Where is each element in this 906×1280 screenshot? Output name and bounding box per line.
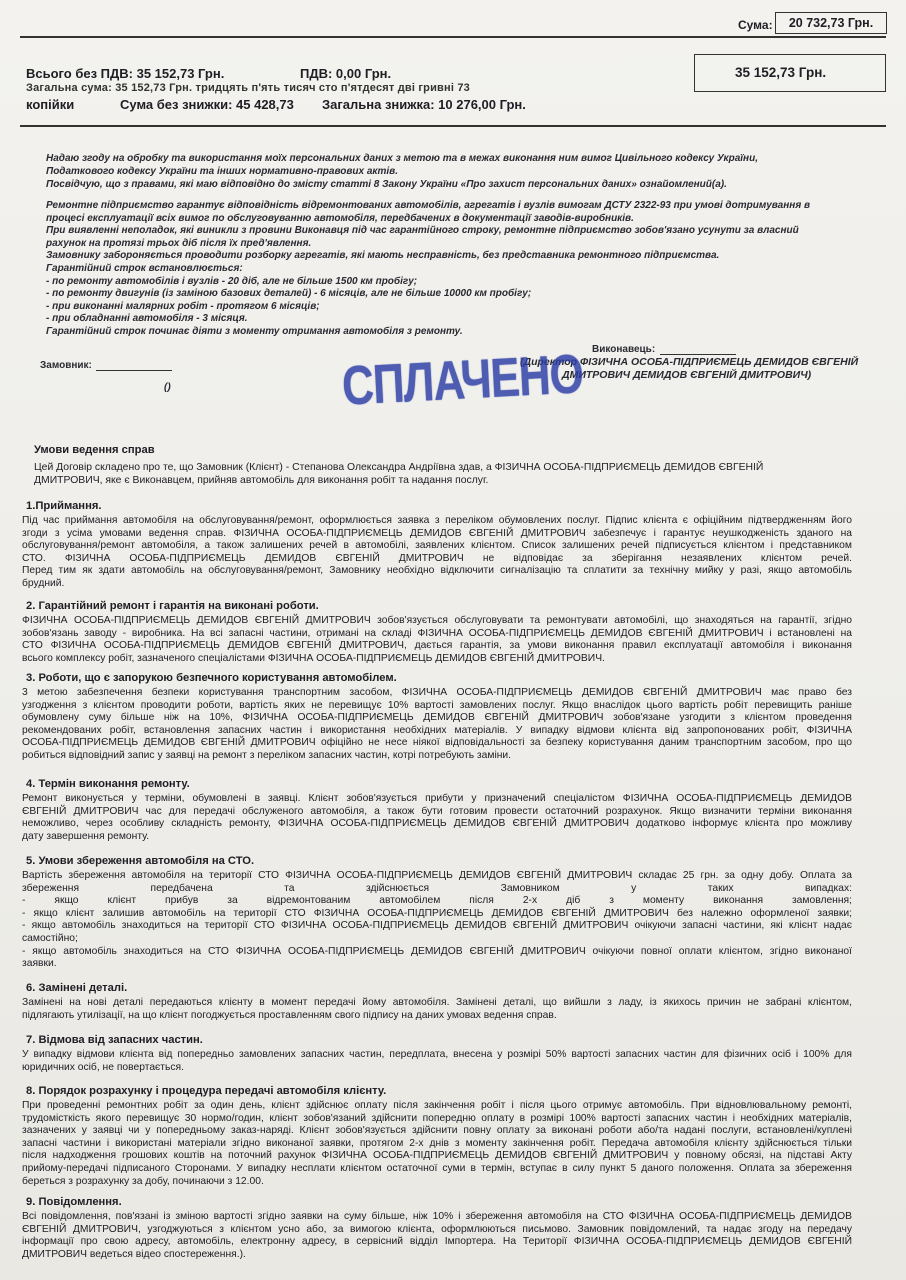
total-words-overprinted: Загальна сума: 35 152,73 Грн. тридцять п'ять тисяч сто п'ятдесят дві гривні 73: [26, 82, 470, 94]
section-text-line: - якщо клієнт прибув за відремонтованим автомобілем після 2-х діб з моменту виконання замовлення;: [22, 895, 852, 907]
executor-name-line2: ДМИТРОВИЧ ДЕМИДОВ ЄВГЕНІЙ ДМИТРОВИЧ): [562, 369, 812, 381]
section-text-line: ДМИТРОВИЧ ведеться відео спостереження.).: [22, 1248, 246, 1260]
section-heading: 4. Термін виконання ремонту.: [26, 778, 190, 790]
terms-intro-line: ДМИТРОВИЧ, яке є Виконавцем, прийняв автомобіль для виконання робіт та надання послуг.: [34, 474, 489, 486]
warranty-line: рахунок на протязі трьох діб після їх пред'явлення.: [46, 237, 312, 249]
section-text-line: обслуговування/ремонт автомобіля, а також залишених речей в автомобілі, заявлених клієнтом. Список залишених речей підписується клієнтом і представником: [22, 540, 852, 552]
total-discount: Загальна знижка: 10 276,00 Грн.: [322, 97, 526, 112]
section-text-line: СТО. ФІЗИЧНА ОСОБА-ПІДПРИЄМЕЦЬ ДЕМИДОВ ЄВГЕНІЙ ДМИТРОВИЧ не відповідає за зберігання незаявлених клієнтом речей.: [22, 552, 852, 564]
warranty-line: Гарантійний строк встановлюється:: [46, 263, 243, 274]
section-text-line: СТО ФІЗИЧНА ОСОБА-ПІДПРИЄМЕЦЬ ДЕМИДОВ ЄВГЕНІЙ ДМИТРОВИЧ, дається гарантія, за умови виконання правил експлуатації автомобіля і виконання: [22, 640, 852, 652]
section-heading: 7. Відмова від запасних частин.: [26, 1034, 203, 1046]
section-text-line: Ремонт виконується у терміни, обумовлені в заявці. Клієнт зобов'язується прибути у призначений спеціалістом ФІЗИЧНА ОСОБА-ПІДПРИЄМЕЦЬ ДЕМИДОВ: [22, 793, 852, 804]
warranty-line: Гарантійний строк починає діяти з моменту отримання автомобіля з ремонту.: [46, 326, 463, 337]
consent-line: Надаю згоду на обробку та використання моїх персональних даних з метою та в межах виконання ним вимог Цивільного кодексу України,: [46, 153, 758, 164]
section-text-line: підлягають утилізації, на що клієнт погоджується проставленням свого підпису на даних умовах ведення справ.: [22, 1009, 557, 1021]
section-text-line: ЄВГЕНІЙ ДМИТРОВИЧ, узгоджуються з клієнтом усно або, за вимогою клієнта, оформлюються письмово. Замовник повідомлений, та надає згоду на передачу: [22, 1223, 852, 1235]
section-text-line: прийому-передачі підписаного Сторонами. У випадку несплати клієнтом остаточної суми в термін, вступає в силу пункт 5 даного положення. Оплата за збереження: [22, 1163, 852, 1174]
section-heading: 6. Замінені деталі.: [26, 982, 128, 994]
top-rule: [20, 36, 886, 38]
section-text-line: - якщо клієнт залишив автомобіль на території СТО ФІЗИЧНА ОСОБА-ПІДПРИЄМЕЦЬ ДЕМИДОВ ЄВГЕНІЙ ДМИТРОВИЧ без належно оформленої заявки;: [22, 907, 852, 919]
section-text-line: всього комплексу робіт, зазначеного спеціалістами ФІЗИЧНА ОСОБА-ПІДПРИЄМЕЦЬ ДЕМИДОВ ЄВГЕНІЙ ДМИТРОВИЧ.: [22, 652, 605, 664]
section-text-line: 3 метою забезпечення безпеки користування транспортним засобом, ФІЗИЧНА ОСОБА-ПІДПРИЄМЕЦЬ ДЕМИДОВ ЄВГЕНІЙ ДМИТРОВИЧ має право без: [22, 687, 852, 698]
section-heading: 8. Порядок розрахунку і процедура передачі автомобіля клієнту.: [26, 1085, 387, 1097]
section-text-line: інформації про свою адресу, автомобіль, електронну адресу, в сервісний відділ Імпортера. На Території ФІЗИЧНА ОСОБА-ПІДПРИЄМЕЦЬ ДЕМИДОВ ЄВГЕНІЙ: [22, 1236, 852, 1248]
section-text-line: узгодження з клієнтом проводити роботи, вартість яких не перевищує 10% вартості замовлених послуг. Якщо внаслідок цього вартість робіт перевищить раніше: [22, 699, 852, 711]
section-text-line: неможливо, через особливу складність ремонту, ФІЗИЧНА ОСОБА-ПІДПРИЄМЕЦЬ ДЕМИДОВ ЄВГЕНІЙ ДМИТРОВИЧ додатково інформує клієнта про можливу: [22, 818, 852, 830]
section-text-line: трудомісткість якого перевищує 30 нормо/годин, клієнт зобов'язаний здійснити попередню оплату в розмірі 100% вартості запасних частин і необхідних матеріалів,: [22, 1112, 852, 1124]
kopiyky-label: копійки: [26, 97, 75, 112]
consent-line: Податкового кодексу України та інших нормативно-правових актів.: [46, 166, 398, 177]
section-text-line: Під час приймання автомобіля на обслуговування/ремонт, оформлюється заявка з переліком обумовлених послуг. Підпис клієнта є офіційним підтвердженням його: [22, 515, 852, 526]
section-text-line: запасні частини і використані матеріали згідно виконаної заявки, протягом 2-х днів з моменту закінчення робіт. Передача автомобіля клієнту здійснюється тільки: [22, 1137, 852, 1149]
section-text-line: - якщо автомобіль знаходиться на території СТО ФІЗИЧНА ОСОБА-ПІДПРИЄМЕЦЬ ДЕМИДОВ ЄВГЕНІЙ ДМИТРОВИЧ очікуючи запасні частини, які клієнт надає: [22, 920, 852, 932]
warranty-line: - при обладнанні автомобіля - 3 місяця.: [46, 313, 248, 325]
section-text-line: береться з розрахунку за добу, починаючи з 12.00.: [22, 1175, 264, 1187]
section-text-line: обумовлену суму більше ніж на 10%, ФІЗИЧНА ОСОБА-ПІДПРИЄМЕЦЬ ДЕМИДОВ ЄВГЕНІЙ ДМИТРОВИЧ зобов'язане узгодити з клієнтом проведення: [22, 712, 852, 724]
section-text-line: дату завершення ремонту.: [22, 830, 150, 842]
section-text-line: самостійно;: [22, 933, 78, 944]
section-text-line: Всі повідомлення, пов'язані із зміною вартості згідно заявки на суму більше, ніж 10% і збереження автомобіля на СТО ФІЗИЧНА ОСОБА-ПІДПРИЄМЕЦЬ ДЕМИДОВ: [22, 1211, 852, 1222]
section-text-line: збереження передбачена та здійснюється Замовником у таких випадках:: [22, 882, 852, 894]
section-text-line: робиться відповідний запис у заявці на ремонт з переліком запасних частин, котрі потребують заміни.: [22, 750, 512, 761]
sum-value-box: 20 732,73 Грн.: [775, 12, 887, 34]
terms-intro-line: Цей Договір складено про те, що Замовник (Клієнт) - Степанова Олександра Андріївна здав, а ФІЗИЧНА ОСОБА-ПІДПРИЄМЕЦЬ ДЕМИДОВ ЄВГЕНІЙ: [34, 462, 764, 473]
warranty-line: - по ремонту двигунів (із заміною базових деталей) - 6 місяців, але не більше 10000 км пробігу;: [46, 288, 532, 300]
section-text-line: При проведенні ремонтних робіт за один день, клієнт здійснює оплату після закінчення робіт і після цього отримує автомобіль. При відновлювальному ремонті,: [22, 1100, 852, 1111]
section-text-line: Вартість збереження автомобіля на території СТО ФІЗИЧНА ОСОБА-ПІДПРИЄМЕЦЬ ДЕМИДОВ ЄВГЕНІЙ ДМИТРОВИЧ складає 25 грн. за одну добу. Оплата за: [22, 870, 852, 881]
warranty-line: - по ремонту автомобілів і вузлів - 20 діб, але не більше 1500 км пробігу;: [46, 275, 418, 287]
section-text-line: зобов'язань заводу - виробника. На всі запасні частини, отримані на складі ФІЗИЧНА ОСОБА-ПІДПРИЄМЕЦЬ ДЕМИДОВ ЄВГЕНІЙ ДМИТРОВИЧ і встановлені на: [22, 627, 852, 639]
executor-label: Виконавець:: [592, 344, 656, 355]
section-text-line: після надходження грошових коштів на поточний рахунок ФІЗИЧНА ОСОБА-ПІДПРИЄМЕЦЬ ДЕМИДОВ ЄВГЕНІЙ ДМИТРОВИЧ у повному обсязі, на підставі Акту: [22, 1150, 852, 1162]
section-text-line: ФІЗИЧНА ОСОБА-ПІДПРИЄМЕЦЬ ДЕМИДОВ ЄВГЕНІЙ ДМИТРОВИЧ зобов'язується обслуговувати та ремонтувати автомобілі, що знаходяться на гарантії, згідно: [22, 615, 852, 626]
section-heading: 5. Умови збереження автомобіля на СТО.: [26, 855, 255, 867]
warranty-line: При виявленні неполадок, які виникли з провини Виконавця під час гарантійного строку, ремонтне підприємство зобов'язано усунути за власний: [46, 225, 799, 237]
section-text-line: зазначених у заявці чи у попередньому заказ-наряді. Клієнт зобов'язується здійснити повну оплату за виконані роботи або/та надані послуги, встановлені/куплені: [22, 1125, 852, 1137]
warranty-line: - при виконанні малярних робіт - протягом 6 місяців;: [46, 300, 320, 312]
section-text-line: - якщо автомобіль знаходиться на СТО ФІЗИЧНА ОСОБА-ПІДПРИЄМЕЦЬ ДЕМИДОВ ЄВГЕНІЙ ДМИТРОВИЧ очікуючи повної оплати клієнтом, згідно виконаної: [22, 945, 852, 957]
section-heading: 3. Роботи, що є запорукою безпечного користування автомобілем.: [26, 672, 397, 684]
section-heading: 1.Приймання.: [26, 500, 102, 512]
consent-line: Посвідчую, що з правами, які маю відповідно до змісту статті 8 Закону України «Про захист персональних даних» ознайомлений(а).: [46, 179, 727, 190]
header-bottom-rule: [20, 125, 886, 127]
section-text-line: брудний.: [22, 578, 65, 589]
warranty-line: процесі експлуатації всіх вимог по обслуговуванню автомобіля, передбачених в документації заводів-виробників.: [46, 212, 634, 224]
executor-name-line1: (Директор ФІЗИЧНА ОСОБА-ПІДПРИЄМЕЦЬ ДЕМИДОВ ЄВГЕНІЙ: [520, 356, 859, 368]
section-text-line: У випадку відмови клієнта від попередньо замовлених запасних частин, передплата, внесена у розмірі 50% вартості запасних частин для фізичних осіб і 100% для: [22, 1049, 852, 1060]
warranty-line: Ремонтне підприємство гарантує відповідність відремонтованих автомобілів, агрегатів і вузлів вимогам ДСТУ 2322-93 при умові дотримування в: [46, 200, 811, 211]
customer-signature-line: [96, 370, 172, 371]
warranty-line: Замовнику забороняється проводити розборку агрегатів, які мають несправність, без представника ремонтного підприємства.: [46, 250, 720, 262]
section-text-line: юридичних осіб, не повертається.: [22, 1061, 184, 1073]
section-text-line: ОСОБА-ПІДПРИЄМЕЦЬ ДЕМИДОВ ЄВГЕНІЙ ДМИТРОВИЧ офіційно не несе ніякої відповідальності за безпеку користування даним транспортним засобом, про що: [22, 737, 852, 749]
terms-title: Умови ведення справ: [34, 444, 155, 456]
customer-parens: (): [164, 382, 171, 393]
paid-stamp: СПЛАЧЕНО: [340, 343, 585, 418]
vat-value: ПДВ: 0,00 Грн.: [300, 66, 392, 81]
section-text-line: Перед тим як здати автомобіль на обслуговування/ремонт, Замовнику необхідно відключити сигналізацію та сплатити за технічну мийку у разі, якщо автомобіль: [22, 565, 852, 577]
total-box: 35 152,73 Грн.: [694, 54, 886, 92]
section-heading: 9. Повідомлення.: [26, 1196, 122, 1208]
sum-label: Сума:: [738, 18, 773, 32]
executor-signature-line: [660, 354, 736, 355]
section-text-line: заявки.: [22, 958, 57, 970]
section-text-line: рекомендованих робіт, встановлення запасних частин і використання необхідних матеріалів. У випадку відмови клієнта від запропонованих робіт, ФІЗИЧНА: [22, 724, 852, 736]
customer-label: Замовник:: [40, 360, 92, 371]
section-text-line: згоди з усіма умовами ведення справ. ФІЗИЧНА ОСОБА-ПІДПРИЄМЕЦЬ ДЕМИДОВ ЄВГЕНІЙ ДМИТРОВИЧ забезпечує і гарантує неушкодженість зданого на: [22, 527, 852, 539]
section-text-line: ЄВГЕНІЙ ДМИТРОВИЧ час для передачі обслуженого автомобіля, а також бути готовим провести остаточний розрахунок. Якщо визначити терміни виконання: [22, 805, 852, 817]
section-heading: 2. Гарантійний ремонт і гарантія на виконані роботи.: [26, 600, 319, 612]
sum-without-discount: Сума без знижки: 45 428,73: [120, 97, 294, 112]
total-no-vat: Всього без ПДВ: 35 152,73 Грн.: [26, 66, 225, 81]
section-text-line: Замінені на нові деталі передаються клієнту в момент передачі йому автомобіля. Замінені деталі, що вийшли з ладу, із якихось причин не забрані клієнтом,: [22, 997, 852, 1008]
